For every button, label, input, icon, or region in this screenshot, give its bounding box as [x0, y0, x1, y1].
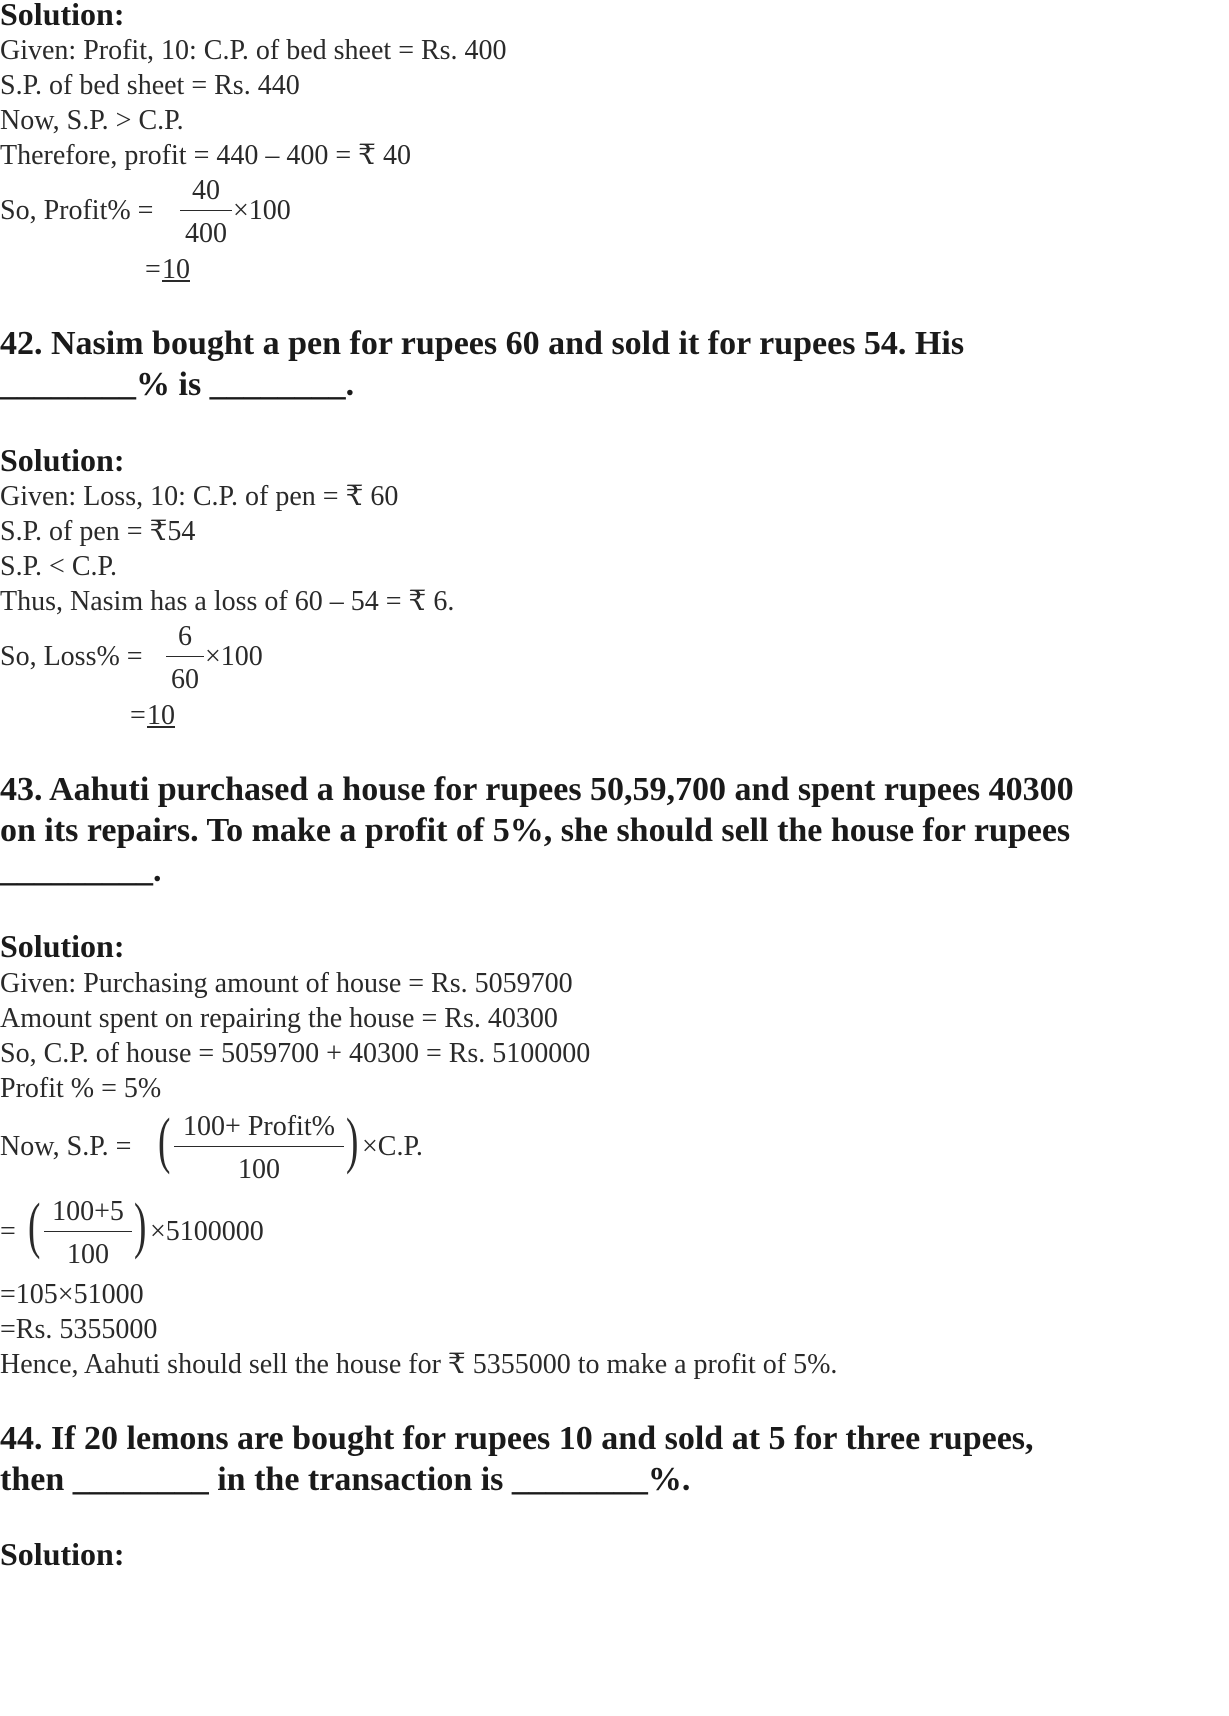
solution-step: =Rs. 5355000	[0, 1314, 158, 1345]
question-43-blank: _________.	[0, 852, 162, 889]
fraction-denominator: 60	[171, 664, 199, 695]
fraction-bar	[180, 210, 232, 211]
formula-prefix: So, Profit% =	[0, 195, 154, 226]
formula-suffix: ×C.P.	[362, 1131, 423, 1162]
solution-line: Profit % = 5%	[0, 1073, 162, 1104]
result-equals: =	[130, 700, 146, 731]
solution-step: =105×51000	[0, 1279, 144, 1310]
result-equals: =	[145, 254, 161, 285]
question-44-blanks: then ________ in the transaction is ________%.	[0, 1461, 691, 1498]
fraction-denominator: 100	[67, 1239, 109, 1270]
question-42-text: 42. Nasim bought a pen for rupees 60 and sold it for rupees 54. His	[0, 325, 965, 362]
result-value: 10	[147, 700, 175, 731]
formula-prefix: So, Loss% =	[0, 641, 143, 672]
question-42-blanks: ________% is ________.	[0, 366, 355, 403]
solution-conclusion: Hence, Aahuti should sell the house for ₹ 5355000 to make a profit of 5%.	[0, 1349, 838, 1380]
solution-line: S.P. < C.P.	[0, 551, 117, 582]
fraction-bar	[166, 656, 204, 657]
question-43-text: on its repairs. To make a profit of 5%, she should sell the house for rupees	[0, 812, 1071, 849]
formula-multiplier: ×100	[233, 195, 291, 226]
solution-line: So, C.P. of house = 5059700 + 40300 = Rs. 5100000	[0, 1038, 591, 1069]
fraction-denominator: 100	[238, 1154, 280, 1185]
right-parenthesis: )	[346, 1107, 359, 1175]
formula-multiplier: ×100	[205, 641, 263, 672]
formula-suffix: ×5100000	[150, 1216, 264, 1247]
left-parenthesis: (	[28, 1192, 41, 1260]
solution-line: Amount spent on repairing the house = Rs. 40300	[0, 1003, 558, 1034]
question-43-text: 43. Aahuti purchased a house for rupees 50,59,700 and spent rupees 40300	[0, 771, 1074, 808]
question-44-text: 44. If 20 lemons are bought for rupees 10 and sold at 5 for three rupees,	[0, 1420, 1034, 1457]
left-parenthesis: (	[158, 1107, 171, 1175]
formula-prefix: =	[0, 1216, 16, 1247]
fraction-bar	[174, 1146, 344, 1147]
solution-heading: Solution:	[0, 442, 125, 478]
fraction-bar	[44, 1231, 132, 1232]
fraction-numerator: 100+5	[52, 1196, 124, 1227]
solution-line: Given: Profit, 10: C.P. of bed sheet = Rs. 400	[0, 35, 507, 66]
solution-line: Given: Purchasing amount of house = Rs. 5059700	[0, 968, 573, 999]
fraction-denominator: 400	[185, 218, 227, 249]
solution-line: Given: Loss, 10: C.P. of pen = ₹ 60	[0, 481, 399, 512]
solution-line: Therefore, profit = 440 – 400 = ₹ 40	[0, 140, 411, 171]
solution-line: S.P. of pen = ₹54	[0, 516, 196, 547]
solution-line: Thus, Nasim has a loss of 60 – 54 = ₹ 6.	[0, 586, 455, 617]
solution-heading: Solution:	[0, 928, 125, 964]
right-parenthesis: )	[134, 1192, 147, 1260]
fraction-numerator: 40	[192, 175, 220, 206]
fraction-numerator: 6	[178, 621, 192, 652]
solution-line: S.P. of bed sheet = Rs. 440	[0, 70, 300, 101]
formula-prefix: Now, S.P. =	[0, 1131, 132, 1162]
solution-heading: Solution:	[0, 1536, 125, 1572]
solution-heading: Solution:	[0, 0, 125, 32]
solution-line: Now, S.P. > C.P.	[0, 105, 184, 136]
fraction-numerator: 100+ Profit%	[183, 1111, 335, 1142]
result-value: 10	[162, 254, 190, 285]
